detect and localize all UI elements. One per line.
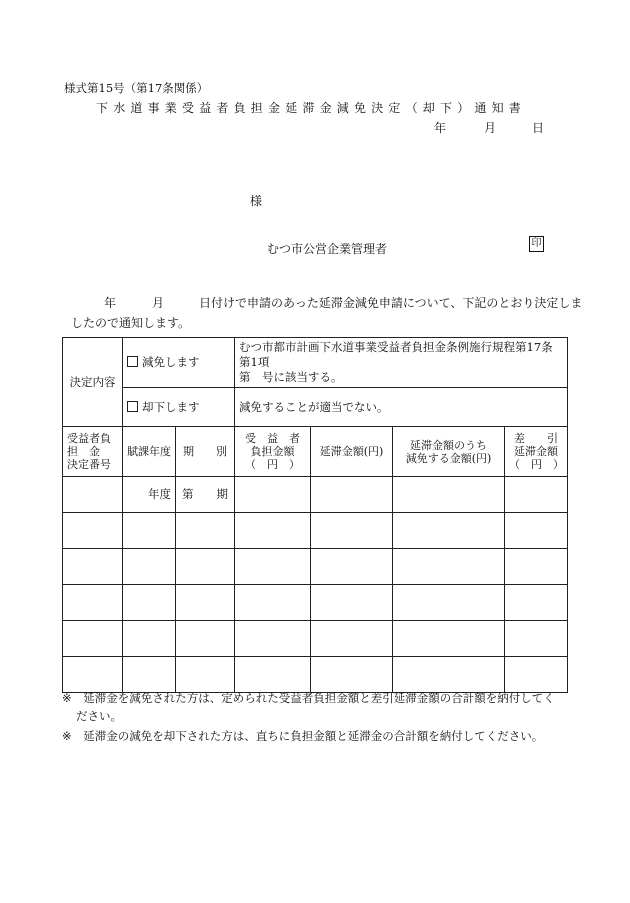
approve-reason — [235, 338, 568, 388]
date-day: 日 — [532, 121, 545, 135]
header-reduced-amount: 延滞金額のうち 減免する金額(円) — [393, 427, 505, 477]
header-burden-amount: 受 益 者 負担金額 （ 円 ） — [235, 427, 311, 477]
approve-checkbox[interactable] — [127, 356, 138, 367]
issuer: むつ市公営企業管理者 — [267, 242, 388, 256]
seal-mark: 印 — [529, 236, 544, 252]
addressee-suffix: 様 — [250, 194, 263, 208]
option-reject — [123, 388, 235, 427]
body-text: 日付けで申請のあった延滞金減免申請について、下記のとおり決定しま — [199, 296, 583, 310]
body-text-continued: したので通知します。 — [71, 316, 191, 330]
note-1-continued: ださい。 — [76, 709, 122, 723]
date-year: 年 — [434, 121, 447, 135]
decision-table — [62, 337, 568, 693]
document-title: 下水道事業受益者負担金延滞金減免決定（却下）通知書 — [96, 101, 527, 115]
note-1-mark: ※ — [62, 691, 72, 705]
header-late-fee: 延滞金額(円) — [311, 427, 393, 477]
date-month: 月 — [484, 121, 497, 135]
header-decision-number: 受益者負 担 金 決定番号 — [63, 427, 123, 477]
note-2-mark: ※ — [62, 729, 72, 743]
header-balance: 差 引 延滞金額 （ 円 ） — [505, 427, 568, 477]
table-row — [63, 657, 568, 693]
cell-fiscal-year[interactable]: 年度 — [123, 477, 176, 513]
header-period: 期 別 — [176, 427, 235, 477]
cell-period[interactable]: 第 期 — [176, 477, 235, 513]
table-row — [63, 549, 568, 585]
table-row — [63, 477, 568, 513]
decision-label: 決定内容 — [63, 338, 123, 427]
body-month: 月 — [152, 296, 165, 310]
header-fiscal-year: 賦課年度 — [123, 427, 176, 477]
note-1 — [62, 690, 555, 706]
form-number: 様式第15号（第17条関係） — [64, 81, 209, 95]
approve-reason-line1: むつ市都市計画下水道事業受益者負担金条例施行規程第17条第1項 — [239, 340, 553, 369]
reject-checkbox[interactable] — [127, 401, 138, 412]
note-2 — [62, 728, 543, 744]
body-year: 年 — [104, 296, 117, 310]
note-2-text: 延滞金の減免を却下された方は、直ちに負担金額と延滞金の合計額を納付してください。 — [83, 729, 544, 743]
table-row — [63, 585, 568, 621]
approve-reason-line2: 第 号に該当する。 — [239, 370, 343, 384]
reject-label: 却下します — [142, 399, 200, 414]
table-row — [63, 513, 568, 549]
table-row — [63, 621, 568, 657]
reject-reason: 減免することが適当でない。 — [235, 388, 568, 427]
option-approve — [123, 338, 235, 388]
approve-label: 減免します — [142, 355, 200, 369]
note-1-text: 延滞金を減免された方は、定められた受益者負担金額と差引延滞金額の合計額を納付してく — [83, 691, 555, 705]
